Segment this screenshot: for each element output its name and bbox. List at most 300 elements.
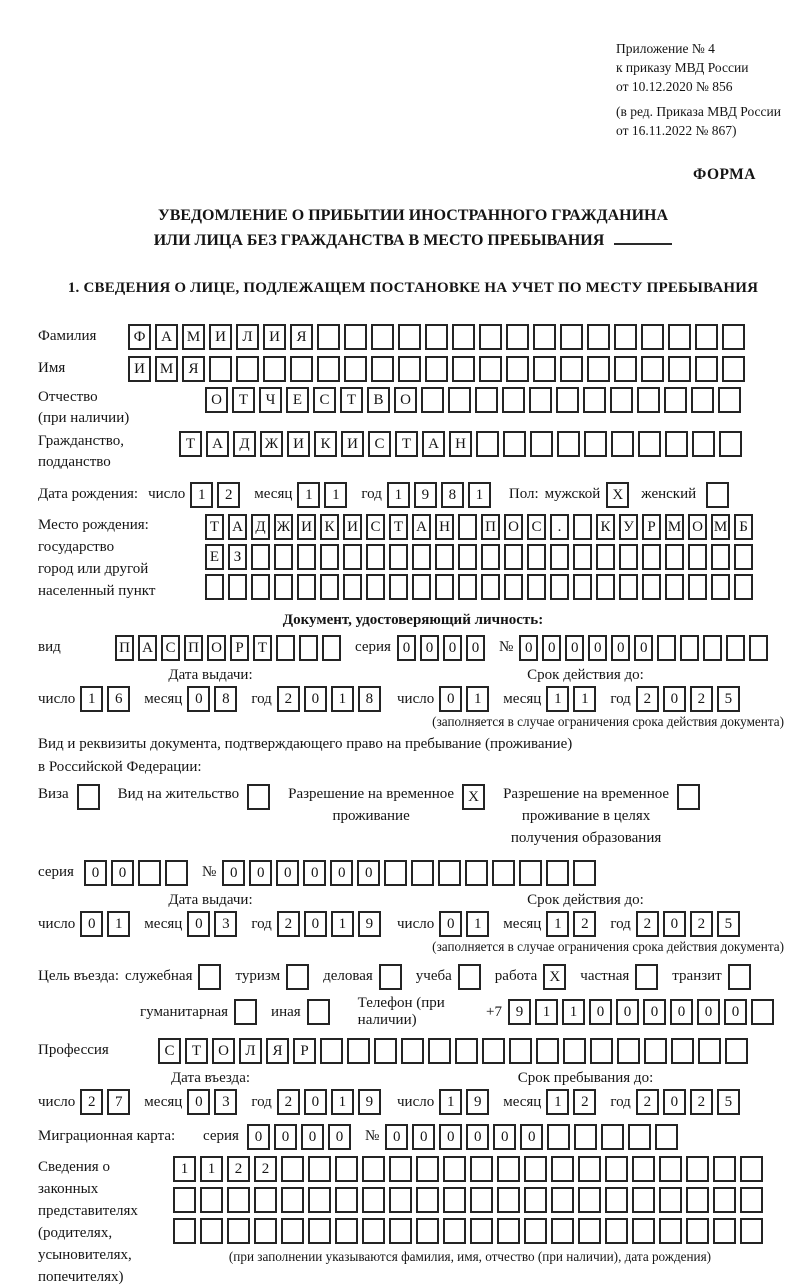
char-box[interactable] xyxy=(725,1038,748,1064)
char-box[interactable] xyxy=(665,574,684,600)
char-box[interactable] xyxy=(560,356,583,382)
id-issue-year-boxes[interactable] xyxy=(277,686,385,712)
char-box[interactable]: 0 xyxy=(643,999,666,1025)
char-box[interactable]: 2 xyxy=(227,1156,250,1182)
char-box[interactable] xyxy=(611,431,634,457)
char-box[interactable]: 2 xyxy=(636,1089,659,1115)
char-box[interactable] xyxy=(574,1124,597,1150)
char-box[interactable] xyxy=(227,1218,250,1244)
char-box[interactable] xyxy=(644,1038,667,1064)
char-box[interactable]: 0 xyxy=(589,999,612,1025)
char-box[interactable]: 0 xyxy=(616,999,639,1025)
char-box[interactable] xyxy=(551,1187,574,1213)
char-box[interactable]: 2 xyxy=(80,1089,103,1115)
char-box[interactable] xyxy=(668,356,691,382)
char-box[interactable] xyxy=(536,1038,559,1064)
char-box[interactable]: 0 xyxy=(80,911,103,937)
res-issue-year-boxes[interactable] xyxy=(277,911,385,937)
char-box[interactable] xyxy=(642,544,661,570)
citizenship-boxes[interactable] xyxy=(179,431,746,457)
char-box[interactable] xyxy=(200,1218,223,1244)
char-box[interactable]: 0 xyxy=(303,860,326,886)
char-box[interactable]: 1 xyxy=(387,482,410,508)
res-issue-day-boxes[interactable] xyxy=(80,911,134,937)
char-box[interactable] xyxy=(475,387,498,413)
char-box[interactable] xyxy=(722,324,745,350)
char-box[interactable] xyxy=(362,1156,385,1182)
birth-day-boxes[interactable] xyxy=(190,482,244,508)
char-box[interactable] xyxy=(547,1124,570,1150)
char-box[interactable]: А xyxy=(228,514,247,540)
char-box[interactable] xyxy=(605,1187,628,1213)
char-box[interactable] xyxy=(421,387,444,413)
char-box[interactable]: Я xyxy=(182,356,205,382)
char-box[interactable] xyxy=(374,1038,397,1064)
char-box[interactable]: Т xyxy=(389,514,408,540)
char-box[interactable] xyxy=(458,544,477,570)
char-box[interactable]: Е xyxy=(286,387,309,413)
char-box[interactable] xyxy=(344,356,367,382)
char-box[interactable] xyxy=(274,544,293,570)
char-box[interactable]: Е xyxy=(205,544,224,570)
char-box[interactable]: Т xyxy=(395,431,418,457)
char-box[interactable]: 0 xyxy=(670,999,693,1025)
char-box[interactable]: 0 xyxy=(493,1124,516,1150)
char-box[interactable] xyxy=(578,1156,601,1182)
char-box[interactable] xyxy=(578,1187,601,1213)
patronymic-boxes[interactable] xyxy=(205,387,745,413)
id-issue-day-boxes[interactable] xyxy=(80,686,134,712)
char-box[interactable] xyxy=(583,387,606,413)
char-box[interactable] xyxy=(573,574,592,600)
char-box[interactable] xyxy=(546,860,569,886)
char-box[interactable] xyxy=(443,1218,466,1244)
char-box[interactable]: О xyxy=(394,387,417,413)
char-box[interactable]: 0 xyxy=(663,686,686,712)
char-box[interactable]: 0 xyxy=(276,860,299,886)
char-box[interactable] xyxy=(740,1156,763,1182)
char-box[interactable] xyxy=(573,544,592,570)
char-box[interactable]: 0 xyxy=(330,860,353,886)
char-box[interactable]: И xyxy=(297,514,316,540)
char-box[interactable] xyxy=(749,635,768,661)
char-box[interactable]: 0 xyxy=(187,911,210,937)
stay-year-boxes[interactable] xyxy=(636,1089,744,1115)
char-box[interactable] xyxy=(297,574,316,600)
work-checkbox[interactable]: X xyxy=(543,964,566,990)
char-box[interactable]: А xyxy=(206,431,229,457)
char-box[interactable] xyxy=(479,324,502,350)
official-checkbox[interactable] xyxy=(198,964,221,990)
char-box[interactable]: М xyxy=(665,514,684,540)
char-box[interactable] xyxy=(308,1156,331,1182)
char-box[interactable]: Т xyxy=(232,387,255,413)
char-box[interactable] xyxy=(584,431,607,457)
char-box[interactable] xyxy=(389,574,408,600)
char-box[interactable]: 2 xyxy=(277,1089,300,1115)
char-box[interactable] xyxy=(448,387,471,413)
char-box[interactable]: Л xyxy=(239,1038,262,1064)
char-box[interactable] xyxy=(506,356,529,382)
char-box[interactable] xyxy=(416,1187,439,1213)
char-box[interactable] xyxy=(533,324,556,350)
char-box[interactable] xyxy=(416,1156,439,1182)
char-box[interactable]: Ч xyxy=(259,387,282,413)
char-box[interactable]: 0 xyxy=(565,635,584,661)
char-box[interactable] xyxy=(619,574,638,600)
char-box[interactable] xyxy=(205,574,224,600)
char-box[interactable]: 8 xyxy=(358,686,381,712)
char-box[interactable]: 1 xyxy=(573,686,596,712)
char-box[interactable] xyxy=(587,356,610,382)
char-box[interactable]: 2 xyxy=(254,1156,277,1182)
char-box[interactable] xyxy=(251,544,270,570)
char-box[interactable]: Р xyxy=(642,514,661,540)
char-box[interactable] xyxy=(573,860,596,886)
char-box[interactable] xyxy=(344,324,367,350)
char-box[interactable]: Т xyxy=(253,635,272,661)
char-box[interactable]: А xyxy=(138,635,157,661)
char-box[interactable] xyxy=(308,1218,331,1244)
char-box[interactable] xyxy=(443,1187,466,1213)
char-box[interactable]: 9 xyxy=(466,1089,489,1115)
name-boxes[interactable] xyxy=(128,356,749,382)
char-box[interactable]: 0 xyxy=(439,911,462,937)
char-box[interactable]: 2 xyxy=(277,686,300,712)
char-box[interactable]: М xyxy=(182,324,205,350)
char-box[interactable]: 1 xyxy=(173,1156,196,1182)
char-box[interactable] xyxy=(638,431,661,457)
char-box[interactable]: С xyxy=(527,514,546,540)
char-box[interactable]: Л xyxy=(236,324,259,350)
char-box[interactable] xyxy=(362,1187,385,1213)
char-box[interactable]: 0 xyxy=(634,635,653,661)
mc-number-boxes[interactable] xyxy=(385,1124,682,1150)
char-box[interactable] xyxy=(657,635,676,661)
char-box[interactable] xyxy=(384,860,407,886)
char-box[interactable]: З xyxy=(228,544,247,570)
char-box[interactable] xyxy=(659,1187,682,1213)
char-box[interactable] xyxy=(452,356,475,382)
id-valid-year-boxes[interactable] xyxy=(636,686,744,712)
char-box[interactable]: 0 xyxy=(247,1124,270,1150)
char-box[interactable] xyxy=(698,1038,721,1064)
char-box[interactable] xyxy=(524,1187,547,1213)
char-box[interactable]: 1 xyxy=(439,1089,462,1115)
char-box[interactable] xyxy=(740,1218,763,1244)
char-box[interactable]: М xyxy=(155,356,178,382)
char-box[interactable]: Р xyxy=(230,635,249,661)
char-box[interactable]: 8 xyxy=(214,686,237,712)
char-box[interactable] xyxy=(688,574,707,600)
char-box[interactable] xyxy=(563,1038,586,1064)
char-box[interactable] xyxy=(389,544,408,570)
char-box[interactable] xyxy=(695,356,718,382)
char-box[interactable]: 1 xyxy=(80,686,103,712)
char-box[interactable]: 0 xyxy=(84,860,107,886)
char-box[interactable]: Т xyxy=(340,387,363,413)
char-box[interactable] xyxy=(299,635,318,661)
profession-boxes[interactable] xyxy=(158,1038,752,1064)
char-box[interactable] xyxy=(550,574,569,600)
char-box[interactable] xyxy=(452,324,475,350)
tourism-checkbox[interactable] xyxy=(286,964,309,990)
char-box[interactable]: 1 xyxy=(190,482,213,508)
char-box[interactable] xyxy=(686,1187,709,1213)
char-box[interactable] xyxy=(411,860,434,886)
char-box[interactable]: 0 xyxy=(724,999,747,1025)
char-box[interactable]: И xyxy=(341,431,364,457)
char-box[interactable]: Я xyxy=(266,1038,289,1064)
birth-place-boxes-1[interactable] xyxy=(205,514,757,540)
char-box[interactable] xyxy=(173,1218,196,1244)
char-box[interactable]: Я xyxy=(290,324,313,350)
char-box[interactable]: 5 xyxy=(717,686,740,712)
char-box[interactable] xyxy=(524,1156,547,1182)
char-box[interactable] xyxy=(550,544,569,570)
char-box[interactable]: А xyxy=(422,431,445,457)
business-checkbox[interactable] xyxy=(379,964,402,990)
doc-series-boxes[interactable] xyxy=(397,635,489,661)
char-box[interactable] xyxy=(497,1156,520,1182)
char-box[interactable] xyxy=(502,387,525,413)
char-box[interactable] xyxy=(276,635,295,661)
char-box[interactable] xyxy=(680,635,699,661)
char-box[interactable] xyxy=(530,431,553,457)
char-box[interactable]: О xyxy=(207,635,226,661)
char-box[interactable] xyxy=(665,544,684,570)
char-box[interactable]: Д xyxy=(251,514,270,540)
char-box[interactable] xyxy=(412,544,431,570)
char-box[interactable]: С xyxy=(161,635,180,661)
birth-place-boxes-2[interactable] xyxy=(205,544,757,570)
char-box[interactable] xyxy=(335,1218,358,1244)
other-checkbox[interactable] xyxy=(307,999,330,1025)
char-box[interactable] xyxy=(435,574,454,600)
char-box[interactable] xyxy=(492,860,515,886)
female-checkbox[interactable] xyxy=(706,482,729,508)
char-box[interactable]: 2 xyxy=(690,911,713,937)
char-box[interactable] xyxy=(398,356,421,382)
temp-residence-checkbox[interactable]: X xyxy=(462,784,485,810)
entry-year-boxes[interactable] xyxy=(277,1089,385,1115)
char-box[interactable]: О xyxy=(205,387,228,413)
char-box[interactable]: 2 xyxy=(690,1089,713,1115)
char-box[interactable] xyxy=(726,635,745,661)
char-box[interactable]: 1 xyxy=(562,999,585,1025)
char-box[interactable] xyxy=(605,1156,628,1182)
char-box[interactable] xyxy=(320,1038,343,1064)
char-box[interactable]: А xyxy=(412,514,431,540)
char-box[interactable]: 0 xyxy=(420,635,439,661)
char-box[interactable] xyxy=(688,544,707,570)
char-box[interactable] xyxy=(686,1218,709,1244)
char-box[interactable] xyxy=(236,356,259,382)
char-box[interactable]: И xyxy=(287,431,310,457)
char-box[interactable] xyxy=(320,574,339,600)
res-valid-day-boxes[interactable] xyxy=(439,911,493,937)
char-box[interactable] xyxy=(527,574,546,600)
birth-year-boxes[interactable] xyxy=(387,482,495,508)
char-box[interactable] xyxy=(632,1156,655,1182)
char-box[interactable] xyxy=(722,356,745,382)
char-box[interactable]: Б xyxy=(734,514,753,540)
char-box[interactable] xyxy=(601,1124,624,1150)
char-box[interactable] xyxy=(398,324,421,350)
stay-day-boxes[interactable] xyxy=(439,1089,493,1115)
char-box[interactable]: 0 xyxy=(357,860,380,886)
char-box[interactable] xyxy=(713,1156,736,1182)
char-box[interactable] xyxy=(695,324,718,350)
char-box[interactable]: 2 xyxy=(277,911,300,937)
char-box[interactable] xyxy=(628,1124,651,1150)
char-box[interactable]: Ф xyxy=(128,324,151,350)
char-box[interactable]: П xyxy=(184,635,203,661)
doc-kind-boxes[interactable] xyxy=(115,635,345,661)
residence-permit-checkbox[interactable] xyxy=(247,784,270,810)
entry-month-boxes[interactable] xyxy=(187,1089,241,1115)
char-box[interactable]: 2 xyxy=(573,1089,596,1115)
char-box[interactable] xyxy=(476,431,499,457)
char-box[interactable] xyxy=(425,356,448,382)
char-box[interactable]: 5 xyxy=(717,1089,740,1115)
char-box[interactable]: 0 xyxy=(301,1124,324,1150)
char-box[interactable]: Н xyxy=(449,431,472,457)
char-box[interactable] xyxy=(416,1218,439,1244)
char-box[interactable]: В xyxy=(367,387,390,413)
char-box[interactable] xyxy=(173,1187,196,1213)
char-box[interactable]: Т xyxy=(205,514,224,540)
char-box[interactable] xyxy=(290,356,313,382)
char-box[interactable] xyxy=(335,1156,358,1182)
char-box[interactable]: И xyxy=(263,324,286,350)
char-box[interactable] xyxy=(509,1038,532,1064)
char-box[interactable]: 0 xyxy=(412,1124,435,1150)
char-box[interactable] xyxy=(503,431,526,457)
char-box[interactable] xyxy=(251,574,270,600)
surname-boxes[interactable] xyxy=(128,324,749,350)
char-box[interactable] xyxy=(274,574,293,600)
char-box[interactable]: 0 xyxy=(111,860,134,886)
char-box[interactable]: Т xyxy=(179,431,202,457)
char-box[interactable] xyxy=(254,1187,277,1213)
char-box[interactable]: Д xyxy=(233,431,256,457)
char-box[interactable] xyxy=(347,1038,370,1064)
char-box[interactable] xyxy=(665,431,688,457)
char-box[interactable] xyxy=(165,860,188,886)
char-box[interactable] xyxy=(281,1218,304,1244)
char-box[interactable]: Р xyxy=(293,1038,316,1064)
char-box[interactable] xyxy=(605,1218,628,1244)
char-box[interactable] xyxy=(317,324,340,350)
res-valid-year-boxes[interactable] xyxy=(636,911,744,937)
humanitarian-checkbox[interactable] xyxy=(234,999,257,1025)
char-box[interactable] xyxy=(497,1218,520,1244)
char-box[interactable]: А xyxy=(155,324,178,350)
male-checkbox[interactable]: X xyxy=(606,482,629,508)
char-box[interactable] xyxy=(610,387,633,413)
char-box[interactable] xyxy=(533,356,556,382)
char-box[interactable]: Ж xyxy=(260,431,283,457)
char-box[interactable]: 0 xyxy=(249,860,272,886)
char-box[interactable] xyxy=(596,574,615,600)
char-box[interactable]: 0 xyxy=(663,1089,686,1115)
char-box[interactable] xyxy=(671,1038,694,1064)
char-box[interactable]: 1 xyxy=(297,482,320,508)
char-box[interactable]: 0 xyxy=(439,1124,462,1150)
char-box[interactable]: 0 xyxy=(304,686,327,712)
guardians-boxes-1[interactable] xyxy=(173,1156,767,1182)
char-box[interactable] xyxy=(655,1124,678,1150)
guardians-boxes-2[interactable] xyxy=(173,1187,767,1213)
char-box[interactable] xyxy=(138,860,161,886)
char-box[interactable]: С xyxy=(313,387,336,413)
char-box[interactable] xyxy=(281,1187,304,1213)
char-box[interactable]: 8 xyxy=(441,482,464,508)
char-box[interactable] xyxy=(711,574,730,600)
char-box[interactable]: 0 xyxy=(588,635,607,661)
char-box[interactable]: М xyxy=(711,514,730,540)
char-box[interactable]: С xyxy=(366,514,385,540)
char-box[interactable] xyxy=(734,544,753,570)
char-box[interactable] xyxy=(228,574,247,600)
birth-month-boxes[interactable] xyxy=(297,482,351,508)
char-box[interactable]: 2 xyxy=(690,686,713,712)
char-box[interactable] xyxy=(551,1156,574,1182)
char-box[interactable] xyxy=(641,356,664,382)
char-box[interactable] xyxy=(632,1187,655,1213)
res-series-boxes[interactable] xyxy=(84,860,192,886)
char-box[interactable] xyxy=(703,635,722,661)
char-box[interactable]: 9 xyxy=(508,999,531,1025)
char-box[interactable] xyxy=(281,1156,304,1182)
char-box[interactable] xyxy=(740,1187,763,1213)
char-box[interactable] xyxy=(308,1187,331,1213)
char-box[interactable]: 1 xyxy=(200,1156,223,1182)
char-box[interactable] xyxy=(455,1038,478,1064)
char-box[interactable] xyxy=(632,1218,655,1244)
char-box[interactable]: . xyxy=(550,514,569,540)
visa-checkbox[interactable] xyxy=(77,784,100,810)
char-box[interactable] xyxy=(497,1187,520,1213)
mc-series-boxes[interactable] xyxy=(247,1124,355,1150)
char-box[interactable] xyxy=(551,1218,574,1244)
char-box[interactable]: К xyxy=(320,514,339,540)
char-box[interactable]: 0 xyxy=(304,911,327,937)
char-box[interactable] xyxy=(389,1156,412,1182)
char-box[interactable] xyxy=(343,544,362,570)
char-box[interactable] xyxy=(297,544,316,570)
char-box[interactable]: Ж xyxy=(274,514,293,540)
char-box[interactable]: 0 xyxy=(304,1089,327,1115)
char-box[interactable]: О xyxy=(688,514,707,540)
char-box[interactable] xyxy=(209,356,232,382)
char-box[interactable]: 1 xyxy=(535,999,558,1025)
char-box[interactable]: 0 xyxy=(519,635,538,661)
char-box[interactable] xyxy=(587,324,610,350)
char-box[interactable]: 1 xyxy=(324,482,347,508)
char-box[interactable] xyxy=(691,387,714,413)
study-checkbox[interactable] xyxy=(458,964,481,990)
char-box[interactable] xyxy=(637,387,660,413)
char-box[interactable] xyxy=(659,1156,682,1182)
res-valid-month-boxes[interactable] xyxy=(546,911,600,937)
char-box[interactable] xyxy=(519,860,542,886)
guardians-boxes-3[interactable] xyxy=(173,1218,767,1244)
char-box[interactable]: С xyxy=(158,1038,181,1064)
char-box[interactable]: 0 xyxy=(385,1124,408,1150)
char-box[interactable] xyxy=(435,544,454,570)
